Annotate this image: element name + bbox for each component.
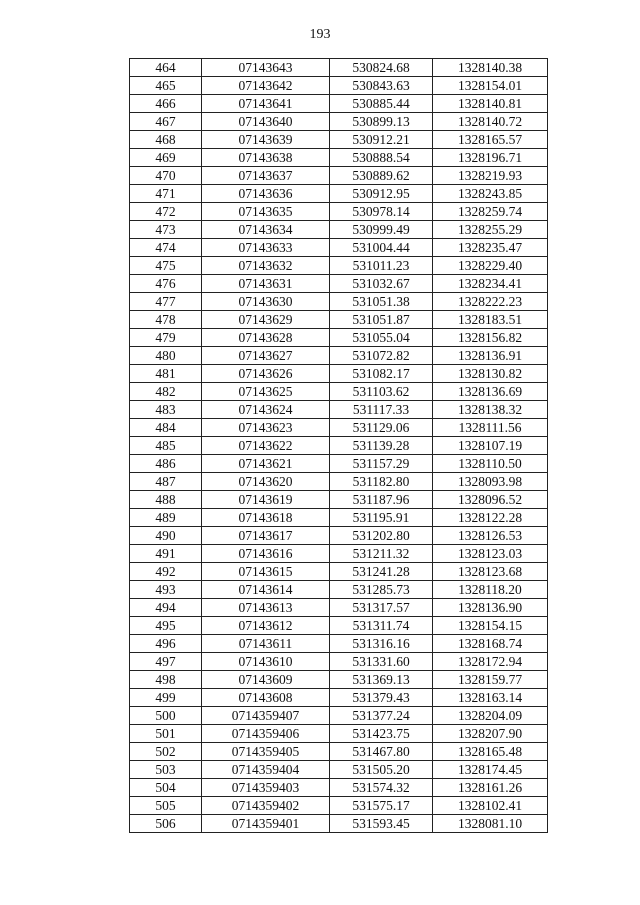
point-id-cell: 07143624 xyxy=(202,401,330,419)
y-coordinate-cell: 1328102.41 xyxy=(433,797,548,815)
x-coordinate-cell: 531311.74 xyxy=(330,617,433,635)
point-id-cell: 07143625 xyxy=(202,383,330,401)
y-coordinate-cell: 1328136.69 xyxy=(433,383,548,401)
x-coordinate-cell: 531051.87 xyxy=(330,311,433,329)
point-id-cell: 07143616 xyxy=(202,545,330,563)
y-coordinate-cell: 1328219.93 xyxy=(433,167,548,185)
point-id-cell: 07143619 xyxy=(202,491,330,509)
y-coordinate-cell: 1328165.57 xyxy=(433,131,548,149)
point-number-cell: 498 xyxy=(130,671,202,689)
point-number-cell: 486 xyxy=(130,455,202,473)
table-row xyxy=(130,797,548,815)
table-row xyxy=(130,545,548,563)
x-coordinate-cell: 531011.23 xyxy=(330,257,433,275)
y-coordinate-cell: 1328159.77 xyxy=(433,671,548,689)
point-number-cell: 499 xyxy=(130,689,202,707)
x-coordinate-cell: 531004.44 xyxy=(330,239,433,257)
table-row xyxy=(130,671,548,689)
table-row xyxy=(130,113,548,131)
x-coordinate-cell: 531575.17 xyxy=(330,797,433,815)
y-coordinate-cell: 1328235.47 xyxy=(433,239,548,257)
x-coordinate-cell: 531129.06 xyxy=(330,419,433,437)
x-coordinate-cell: 531331.60 xyxy=(330,653,433,671)
point-number-cell: 471 xyxy=(130,185,202,203)
point-id-cell: 07143628 xyxy=(202,329,330,347)
y-coordinate-cell: 1328156.82 xyxy=(433,329,548,347)
x-coordinate-cell: 531574.32 xyxy=(330,779,433,797)
point-id-cell: 07143614 xyxy=(202,581,330,599)
y-coordinate-cell: 1328081.10 xyxy=(433,815,548,833)
table-row xyxy=(130,149,548,167)
point-id-cell: 07143615 xyxy=(202,563,330,581)
point-id-cell: 07143639 xyxy=(202,131,330,149)
x-coordinate-cell: 531082.17 xyxy=(330,365,433,383)
point-id-cell: 07143632 xyxy=(202,257,330,275)
point-number-cell: 478 xyxy=(130,311,202,329)
table-row xyxy=(130,401,548,419)
y-coordinate-cell: 1328163.14 xyxy=(433,689,548,707)
point-id-cell: 0714359406 xyxy=(202,725,330,743)
table-row xyxy=(130,527,548,545)
x-coordinate-cell: 531379.43 xyxy=(330,689,433,707)
y-coordinate-cell: 1328107.19 xyxy=(433,437,548,455)
y-coordinate-cell: 1328126.53 xyxy=(433,527,548,545)
x-coordinate-cell: 531195.91 xyxy=(330,509,433,527)
point-number-cell: 493 xyxy=(130,581,202,599)
table-row xyxy=(130,563,548,581)
table-row xyxy=(130,167,548,185)
point-id-cell: 07143608 xyxy=(202,689,330,707)
y-coordinate-cell: 1328161.26 xyxy=(433,779,548,797)
table-row xyxy=(130,383,548,401)
table-row xyxy=(130,275,548,293)
point-id-cell: 0714359405 xyxy=(202,743,330,761)
table-row xyxy=(130,509,548,527)
point-id-cell: 07143610 xyxy=(202,653,330,671)
table-row xyxy=(130,689,548,707)
y-coordinate-cell: 1328243.85 xyxy=(433,185,548,203)
point-number-cell: 495 xyxy=(130,617,202,635)
point-id-cell: 07143638 xyxy=(202,149,330,167)
x-coordinate-cell: 530888.54 xyxy=(330,149,433,167)
point-number-cell: 485 xyxy=(130,437,202,455)
table-row xyxy=(130,419,548,437)
point-id-cell: 07143623 xyxy=(202,419,330,437)
table-row xyxy=(130,473,548,491)
x-coordinate-cell: 530824.68 xyxy=(330,59,433,77)
x-coordinate-cell: 531467.80 xyxy=(330,743,433,761)
point-id-cell: 0714359404 xyxy=(202,761,330,779)
table-row xyxy=(130,491,548,509)
table-row xyxy=(130,455,548,473)
y-coordinate-cell: 1328138.32 xyxy=(433,401,548,419)
x-coordinate-cell: 530912.21 xyxy=(330,131,433,149)
y-coordinate-cell: 1328255.29 xyxy=(433,221,548,239)
y-coordinate-cell: 1328196.71 xyxy=(433,149,548,167)
x-coordinate-cell: 530912.95 xyxy=(330,185,433,203)
x-coordinate-cell: 530885.44 xyxy=(330,95,433,113)
x-coordinate-cell: 530843.63 xyxy=(330,77,433,95)
table-row xyxy=(130,635,548,653)
table-row xyxy=(130,203,548,221)
y-coordinate-cell: 1328136.91 xyxy=(433,347,548,365)
table-row xyxy=(130,743,548,761)
table-row xyxy=(130,293,548,311)
point-number-cell: 483 xyxy=(130,401,202,419)
point-id-cell: 07143635 xyxy=(202,203,330,221)
y-coordinate-cell: 1328168.74 xyxy=(433,635,548,653)
point-id-cell: 07143630 xyxy=(202,293,330,311)
x-coordinate-cell: 531241.28 xyxy=(330,563,433,581)
point-id-cell: 0714359401 xyxy=(202,815,330,833)
table-row xyxy=(130,239,548,257)
y-coordinate-cell: 1328229.40 xyxy=(433,257,548,275)
y-coordinate-cell: 1328140.81 xyxy=(433,95,548,113)
point-id-cell: 07143609 xyxy=(202,671,330,689)
table-row xyxy=(130,617,548,635)
point-number-cell: 481 xyxy=(130,365,202,383)
point-number-cell: 464 xyxy=(130,59,202,77)
x-coordinate-cell: 530978.14 xyxy=(330,203,433,221)
table-row xyxy=(130,779,548,797)
point-number-cell: 494 xyxy=(130,599,202,617)
table-row xyxy=(130,725,548,743)
table-row xyxy=(130,347,548,365)
point-number-cell: 467 xyxy=(130,113,202,131)
x-coordinate-cell: 530999.49 xyxy=(330,221,433,239)
point-id-cell: 0714359407 xyxy=(202,707,330,725)
y-coordinate-cell: 1328140.72 xyxy=(433,113,548,131)
table-row xyxy=(130,437,548,455)
x-coordinate-cell: 531423.75 xyxy=(330,725,433,743)
y-coordinate-cell: 1328154.01 xyxy=(433,77,548,95)
point-id-cell: 07143617 xyxy=(202,527,330,545)
point-number-cell: 500 xyxy=(130,707,202,725)
y-coordinate-cell: 1328207.90 xyxy=(433,725,548,743)
x-coordinate-cell: 531377.24 xyxy=(330,707,433,725)
y-coordinate-cell: 1328222.23 xyxy=(433,293,548,311)
point-number-cell: 492 xyxy=(130,563,202,581)
point-number-cell: 470 xyxy=(130,167,202,185)
y-coordinate-cell: 1328136.90 xyxy=(433,599,548,617)
y-coordinate-cell: 1328172.94 xyxy=(433,653,548,671)
point-number-cell: 505 xyxy=(130,797,202,815)
point-id-cell: 0714359403 xyxy=(202,779,330,797)
point-number-cell: 479 xyxy=(130,329,202,347)
point-id-cell: 07143629 xyxy=(202,311,330,329)
point-number-cell: 497 xyxy=(130,653,202,671)
x-coordinate-cell: 531157.29 xyxy=(330,455,433,473)
page-number: 193 xyxy=(309,27,331,42)
x-coordinate-cell: 531202.80 xyxy=(330,527,433,545)
point-id-cell: 07143620 xyxy=(202,473,330,491)
table-row xyxy=(130,311,548,329)
point-id-cell: 07143637 xyxy=(202,167,330,185)
point-id-cell: 07143621 xyxy=(202,455,330,473)
x-coordinate-cell: 531139.28 xyxy=(330,437,433,455)
x-coordinate-cell: 531187.96 xyxy=(330,491,433,509)
point-number-cell: 475 xyxy=(130,257,202,275)
x-coordinate-cell: 531593.45 xyxy=(330,815,433,833)
y-coordinate-cell: 1328259.74 xyxy=(433,203,548,221)
point-id-cell: 07143611 xyxy=(202,635,330,653)
x-coordinate-cell: 531317.57 xyxy=(330,599,433,617)
y-coordinate-cell: 1328165.48 xyxy=(433,743,548,761)
point-number-cell: 468 xyxy=(130,131,202,149)
y-coordinate-cell: 1328174.45 xyxy=(433,761,548,779)
table-row xyxy=(130,761,548,779)
y-coordinate-cell: 1328093.98 xyxy=(433,473,548,491)
x-coordinate-cell: 531211.32 xyxy=(330,545,433,563)
table-row xyxy=(130,581,548,599)
x-coordinate-cell: 531117.33 xyxy=(330,401,433,419)
point-number-cell: 487 xyxy=(130,473,202,491)
x-coordinate-cell: 531072.82 xyxy=(330,347,433,365)
point-number-cell: 474 xyxy=(130,239,202,257)
x-coordinate-cell: 531182.80 xyxy=(330,473,433,491)
point-number-cell: 488 xyxy=(130,491,202,509)
table-row xyxy=(130,221,548,239)
x-coordinate-cell: 531369.13 xyxy=(330,671,433,689)
point-number-cell: 484 xyxy=(130,419,202,437)
table-row xyxy=(130,329,548,347)
point-id-cell: 07143627 xyxy=(202,347,330,365)
point-id-cell: 07143641 xyxy=(202,95,330,113)
x-coordinate-cell: 530899.13 xyxy=(330,113,433,131)
point-number-cell: 476 xyxy=(130,275,202,293)
y-coordinate-cell: 1328111.56 xyxy=(433,419,548,437)
point-id-cell: 0714359402 xyxy=(202,797,330,815)
point-id-cell: 07143626 xyxy=(202,365,330,383)
table-row xyxy=(130,707,548,725)
point-number-cell: 469 xyxy=(130,149,202,167)
y-coordinate-cell: 1328123.68 xyxy=(433,563,548,581)
table-row xyxy=(130,77,548,95)
point-number-cell: 503 xyxy=(130,761,202,779)
table-row xyxy=(130,599,548,617)
y-coordinate-cell: 1328096.52 xyxy=(433,491,548,509)
point-number-cell: 477 xyxy=(130,293,202,311)
table-row xyxy=(130,95,548,113)
point-number-cell: 489 xyxy=(130,509,202,527)
y-coordinate-cell: 1328123.03 xyxy=(433,545,548,563)
y-coordinate-cell: 1328183.51 xyxy=(433,311,548,329)
table-row xyxy=(130,185,548,203)
point-id-cell: 07143640 xyxy=(202,113,330,131)
point-id-cell: 07143634 xyxy=(202,221,330,239)
point-id-cell: 07143618 xyxy=(202,509,330,527)
point-id-cell: 07143631 xyxy=(202,275,330,293)
point-number-cell: 504 xyxy=(130,779,202,797)
x-coordinate-cell: 530889.62 xyxy=(330,167,433,185)
point-id-cell: 07143633 xyxy=(202,239,330,257)
x-coordinate-cell: 531316.16 xyxy=(330,635,433,653)
point-number-cell: 473 xyxy=(130,221,202,239)
table-row xyxy=(130,131,548,149)
coordinates-table-body xyxy=(130,59,548,833)
coordinates-table xyxy=(129,58,548,833)
point-id-cell: 07143642 xyxy=(202,77,330,95)
y-coordinate-cell: 1328110.50 xyxy=(433,455,548,473)
point-number-cell: 491 xyxy=(130,545,202,563)
point-number-cell: 490 xyxy=(130,527,202,545)
table-row xyxy=(130,59,548,77)
point-id-cell: 07143636 xyxy=(202,185,330,203)
table-row xyxy=(130,365,548,383)
y-coordinate-cell: 1328140.38 xyxy=(433,59,548,77)
table-row xyxy=(130,653,548,671)
point-id-cell: 07143613 xyxy=(202,599,330,617)
point-number-cell: 502 xyxy=(130,743,202,761)
y-coordinate-cell: 1328118.20 xyxy=(433,581,548,599)
point-number-cell: 465 xyxy=(130,77,202,95)
point-number-cell: 501 xyxy=(130,725,202,743)
point-number-cell: 472 xyxy=(130,203,202,221)
point-id-cell: 07143622 xyxy=(202,437,330,455)
point-number-cell: 466 xyxy=(130,95,202,113)
x-coordinate-cell: 531103.62 xyxy=(330,383,433,401)
table-row xyxy=(130,815,548,833)
x-coordinate-cell: 531051.38 xyxy=(330,293,433,311)
point-number-cell: 496 xyxy=(130,635,202,653)
y-coordinate-cell: 1328154.15 xyxy=(433,617,548,635)
x-coordinate-cell: 531505.20 xyxy=(330,761,433,779)
x-coordinate-cell: 531285.73 xyxy=(330,581,433,599)
y-coordinate-cell: 1328122.28 xyxy=(433,509,548,527)
point-number-cell: 480 xyxy=(130,347,202,365)
y-coordinate-cell: 1328204.09 xyxy=(433,707,548,725)
x-coordinate-cell: 531055.04 xyxy=(330,329,433,347)
table-row xyxy=(130,257,548,275)
point-number-cell: 482 xyxy=(130,383,202,401)
y-coordinate-cell: 1328234.41 xyxy=(433,275,548,293)
point-id-cell: 07143643 xyxy=(202,59,330,77)
x-coordinate-cell: 531032.67 xyxy=(330,275,433,293)
point-id-cell: 07143612 xyxy=(202,617,330,635)
y-coordinate-cell: 1328130.82 xyxy=(433,365,548,383)
point-number-cell: 506 xyxy=(130,815,202,833)
